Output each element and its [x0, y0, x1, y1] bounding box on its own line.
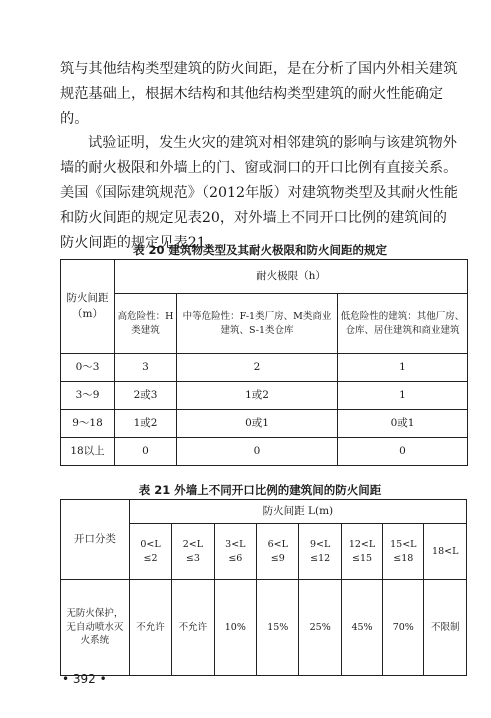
table-21-cell: 25%	[299, 580, 341, 676]
table-21-col-header: 12<L ≤15	[341, 524, 382, 580]
table-21-caption: 表 21 外墙上不同开口比例的建筑间的防火间距	[138, 483, 382, 497]
table-20-cell: 1或2	[115, 410, 177, 438]
table-21-header-left: 开口分类	[61, 500, 130, 580]
table-20	[60, 259, 468, 466]
table-20-cell: 2	[177, 354, 338, 382]
table-20-cell: 9～18	[61, 410, 115, 438]
table-20-cell: 1或2	[177, 382, 338, 410]
table-20-col-header: 高危险性：H类建筑	[115, 294, 177, 354]
table-20-cell: 1	[338, 382, 468, 410]
table-20-cell: 0	[177, 438, 338, 466]
table-20-header-left: 防火间距（m）	[61, 260, 115, 354]
table-20-cell: 0～3	[61, 354, 115, 382]
table-21-cell: 不允许	[129, 580, 171, 676]
table-20-cell: 3	[115, 354, 177, 382]
table-21-cell: 45%	[341, 580, 382, 676]
table-20-cell: 18以上	[61, 438, 115, 466]
table-20-col-header: 中等危险性：F-1类厂房、M类商业建筑、S-1类仓库	[177, 294, 338, 354]
table-21-col-header: 2<L ≤3	[172, 524, 214, 580]
table-21-col-header: 15<L ≤18	[383, 524, 424, 580]
table-20-caption: 表 20 建筑物类型及其耐火极限和防火间距的规定	[132, 243, 387, 257]
table-21-header-group: 防火间距 L(m)	[129, 500, 466, 524]
table-20-cell: 3～9	[61, 382, 115, 410]
page-number: • 392 •	[62, 672, 107, 686]
table-21-cell: 15%	[257, 580, 299, 676]
table-20-cell: 1	[338, 354, 468, 382]
paragraph-1: 筑与其他结构类型建筑的防火间距，是在分析了国内外相关建筑规范基础上，根据木结构和其他结构类型建筑的耐火性能确定的。	[60, 61, 458, 127]
table-20-cell: 2或3	[115, 382, 177, 410]
table-21-col-header: 0<L ≤2	[129, 524, 171, 580]
table-21-cell: 10%	[214, 580, 256, 676]
table-20-cell: 0或1	[338, 410, 468, 438]
table-20-cell: 0	[115, 438, 177, 466]
table-20-header-group: 耐火极限（h）	[115, 260, 468, 294]
table-21-cell: 70%	[383, 580, 424, 676]
table-21-row-label: 无防火保护，无自动喷水灭火系统	[61, 580, 130, 676]
table-21-col-header: 9<L ≤12	[299, 524, 341, 580]
table-20-cell: 0或1	[177, 410, 338, 438]
table-21	[60, 499, 467, 676]
table-20-cell: 0	[338, 438, 468, 466]
table-21-col-header: 6<L ≤9	[257, 524, 299, 580]
table-21-cell: 不限制	[424, 580, 467, 676]
paragraph-2: 试验证明，发生火灾的建筑对相邻建筑的影响与该建筑物外墙的耐火极限和外墙上的门、窗或洞口的开口比例有直接关系。美国《国际建筑规范》（2012年版）对建筑物类型及其耐火性能和防火间距的规定见表20，对外墙上不同开口比例的建筑间的防火间距的规定见表21。	[60, 135, 458, 251]
table-21-col-header: 18<L	[424, 524, 467, 580]
table-21-cell: 不允许	[172, 580, 214, 676]
table-20-col-header: 低危险性的建筑：其他厂房、仓库、居住建筑和商业建筑	[338, 294, 468, 354]
table-21-col-header: 3<L ≤6	[214, 524, 256, 580]
